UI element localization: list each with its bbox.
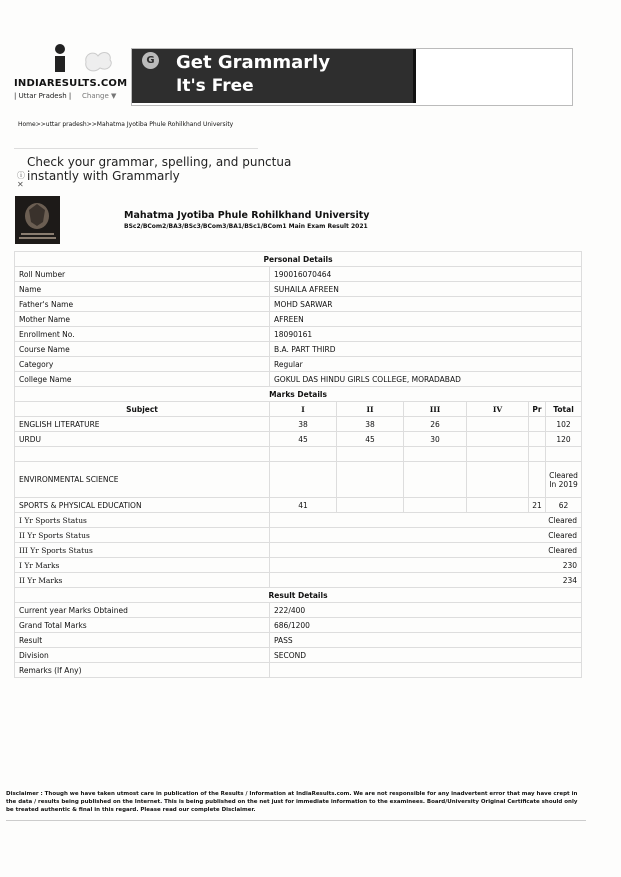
exam-title: BSc2/BCom2/BA3/BSc3/BCom3/BA1/BSc1/BCom1 Main Exam Result 2021 <box>124 223 368 230</box>
col-header-ii: II <box>337 402 404 417</box>
marks-iii <box>404 447 467 462</box>
ad-close-icon[interactable]: ✕ <box>17 180 24 189</box>
marks-i <box>270 447 337 462</box>
logo-person-icon <box>52 44 68 72</box>
subject-row <box>15 432 582 447</box>
field-label: Mother Name <box>15 312 270 327</box>
marks-iv <box>467 498 529 513</box>
marks-ii: 45 <box>337 432 404 447</box>
field-label: Grand Total Marks <box>15 618 270 633</box>
col-header-iii: III <box>404 402 467 417</box>
india-map-icon <box>80 48 116 74</box>
subject-name: SPORTS & PHYSICAL EDUCATION <box>15 498 270 513</box>
field-value: PASS <box>270 633 582 648</box>
marks-iv <box>467 462 529 498</box>
col-header-i: I <box>270 402 337 417</box>
ad-info-icon[interactable]: ⓘ <box>17 171 25 180</box>
table-row <box>15 327 582 342</box>
marks-total: 120 <box>546 432 582 447</box>
status-row <box>15 528 582 543</box>
marks-total <box>546 447 582 462</box>
status-value: Cleared <box>270 528 582 543</box>
status-label: I Yr Marks <box>15 558 270 573</box>
university-name: Mahatma Jyotiba Phule Rohilkhand University <box>124 210 370 221</box>
field-label: Category <box>15 357 270 372</box>
state-label: | Uttar Pradesh | <box>14 92 72 100</box>
marks-i <box>270 462 337 498</box>
subject-name: ENGLISH LITERATURE <box>15 417 270 432</box>
status-label: I Yr Sports Status <box>15 513 270 528</box>
col-header-total: Total <box>546 402 582 417</box>
marks-header-row <box>15 402 582 417</box>
subject-name: ENVIRONMENTAL SCIENCE <box>15 462 270 498</box>
field-value: AFREEN <box>270 312 582 327</box>
marks-total: 102 <box>546 417 582 432</box>
table-row <box>15 282 582 297</box>
field-value: MOHD SARWAR <box>270 297 582 312</box>
site-logo[interactable]: INDIARESULTS.COM <box>14 78 128 89</box>
university-seal-icon <box>15 196 60 244</box>
field-label: Enrollment No. <box>15 327 270 342</box>
marks-pr <box>529 447 546 462</box>
marks-i: 38 <box>270 417 337 432</box>
status-value: 234 <box>270 573 582 588</box>
table-row <box>15 663 582 678</box>
marks-iii <box>404 498 467 513</box>
field-value: SECOND <box>270 648 582 663</box>
subject-row-blank <box>15 447 582 462</box>
marks-details-heading: Marks Details <box>15 387 582 402</box>
marks-total: 62 <box>546 498 582 513</box>
result-details-heading: Result Details <box>15 588 582 603</box>
marks-i: 41 <box>270 498 337 513</box>
marks-pr <box>529 432 546 447</box>
field-value: 686/1200 <box>270 618 582 633</box>
field-value: 190016070464 <box>270 267 582 282</box>
result-table <box>14 251 582 678</box>
field-label: Remarks (If Any) <box>15 663 270 678</box>
marks-ii <box>337 498 404 513</box>
field-value: GOKUL DAS HINDU GIRLS COLLEGE, MORADABAD <box>270 372 582 387</box>
col-header-iv: IV <box>467 402 529 417</box>
table-row <box>15 618 582 633</box>
field-value: SUHAILA AFREEN <box>270 282 582 297</box>
col-header-subject: Subject <box>15 402 270 417</box>
grammarly-g-icon: G <box>142 52 159 69</box>
marks-ii <box>337 447 404 462</box>
status-label: II Yr Marks <box>15 573 270 588</box>
ad-headline: Get Grammarly <box>176 52 331 73</box>
field-label: Result <box>15 633 270 648</box>
text-ad-line1: Check your grammar, spelling, and punctua <box>27 155 292 169</box>
marks-ii: 38 <box>337 417 404 432</box>
col-header-pr: Pr <box>529 402 546 417</box>
disclaimer: Disclaimer : Though we have taken utmost care in publication of the Results / Information at IndiaResults.com. We are not responsible for any inadvertent error that may have crept in the data / results being published on the Internet. This is being published on the net just for immediate information to the examinees. Board/University Original Certificate should only be treated authentic & final in this regard. Please read our complete Disclaimer. <box>6 791 578 813</box>
field-value: 18090161 <box>270 327 582 342</box>
marks-ii <box>337 462 404 498</box>
marks-iii: 30 <box>404 432 467 447</box>
field-label: Current year Marks Obtained <box>15 603 270 618</box>
marks-iv <box>467 432 529 447</box>
subject-row <box>15 462 582 498</box>
status-value: Cleared <box>270 513 582 528</box>
field-label: College Name <box>15 372 270 387</box>
footer-divider <box>6 820 586 821</box>
marks-total: Cleared In 2019 <box>546 462 582 498</box>
subject-row <box>15 417 582 432</box>
status-label: II Yr Sports Status <box>15 528 270 543</box>
breadcrumb[interactable]: Home>>uttar pradesh>>Mahatma Jyotiba Phule Rohilkhand University <box>18 121 234 128</box>
field-label: Division <box>15 648 270 663</box>
field-label: Roll Number <box>15 267 270 282</box>
table-row <box>15 342 582 357</box>
status-row <box>15 558 582 573</box>
table-row <box>15 297 582 312</box>
table-row <box>15 372 582 387</box>
subject-name <box>15 447 270 462</box>
status-row <box>15 573 582 588</box>
table-row <box>15 633 582 648</box>
marks-i: 45 <box>270 432 337 447</box>
table-row <box>15 603 582 618</box>
status-label: III Yr Sports Status <box>15 543 270 558</box>
status-value: Cleared <box>270 543 582 558</box>
marks-pr <box>529 462 546 498</box>
status-row <box>15 543 582 558</box>
table-row <box>15 267 582 282</box>
table-row <box>15 357 582 372</box>
status-row <box>15 513 582 528</box>
status-value: 230 <box>270 558 582 573</box>
marks-iv <box>467 417 529 432</box>
table-row <box>15 648 582 663</box>
field-label: Father's Name <box>15 297 270 312</box>
ad-divider <box>413 49 416 103</box>
change-state-link[interactable]: Change ▼ <box>82 92 117 100</box>
marks-pr: 21 <box>529 498 546 513</box>
text-ad-line2: instantly with Grammarly <box>27 169 180 183</box>
table-row <box>15 312 582 327</box>
subject-name: URDU <box>15 432 270 447</box>
marks-iii <box>404 462 467 498</box>
marks-pr <box>529 417 546 432</box>
field-value <box>270 663 582 678</box>
field-label: Name <box>15 282 270 297</box>
ad-subheadline: It's Free <box>176 76 254 96</box>
marks-iv <box>467 447 529 462</box>
personal-details-heading: Personal Details <box>15 252 582 267</box>
field-value: Regular <box>270 357 582 372</box>
field-label: Course Name <box>15 342 270 357</box>
field-value: 222/400 <box>270 603 582 618</box>
marks-iii: 26 <box>404 417 467 432</box>
subject-row <box>15 498 582 513</box>
field-value: B.A. PART THIRD <box>270 342 582 357</box>
